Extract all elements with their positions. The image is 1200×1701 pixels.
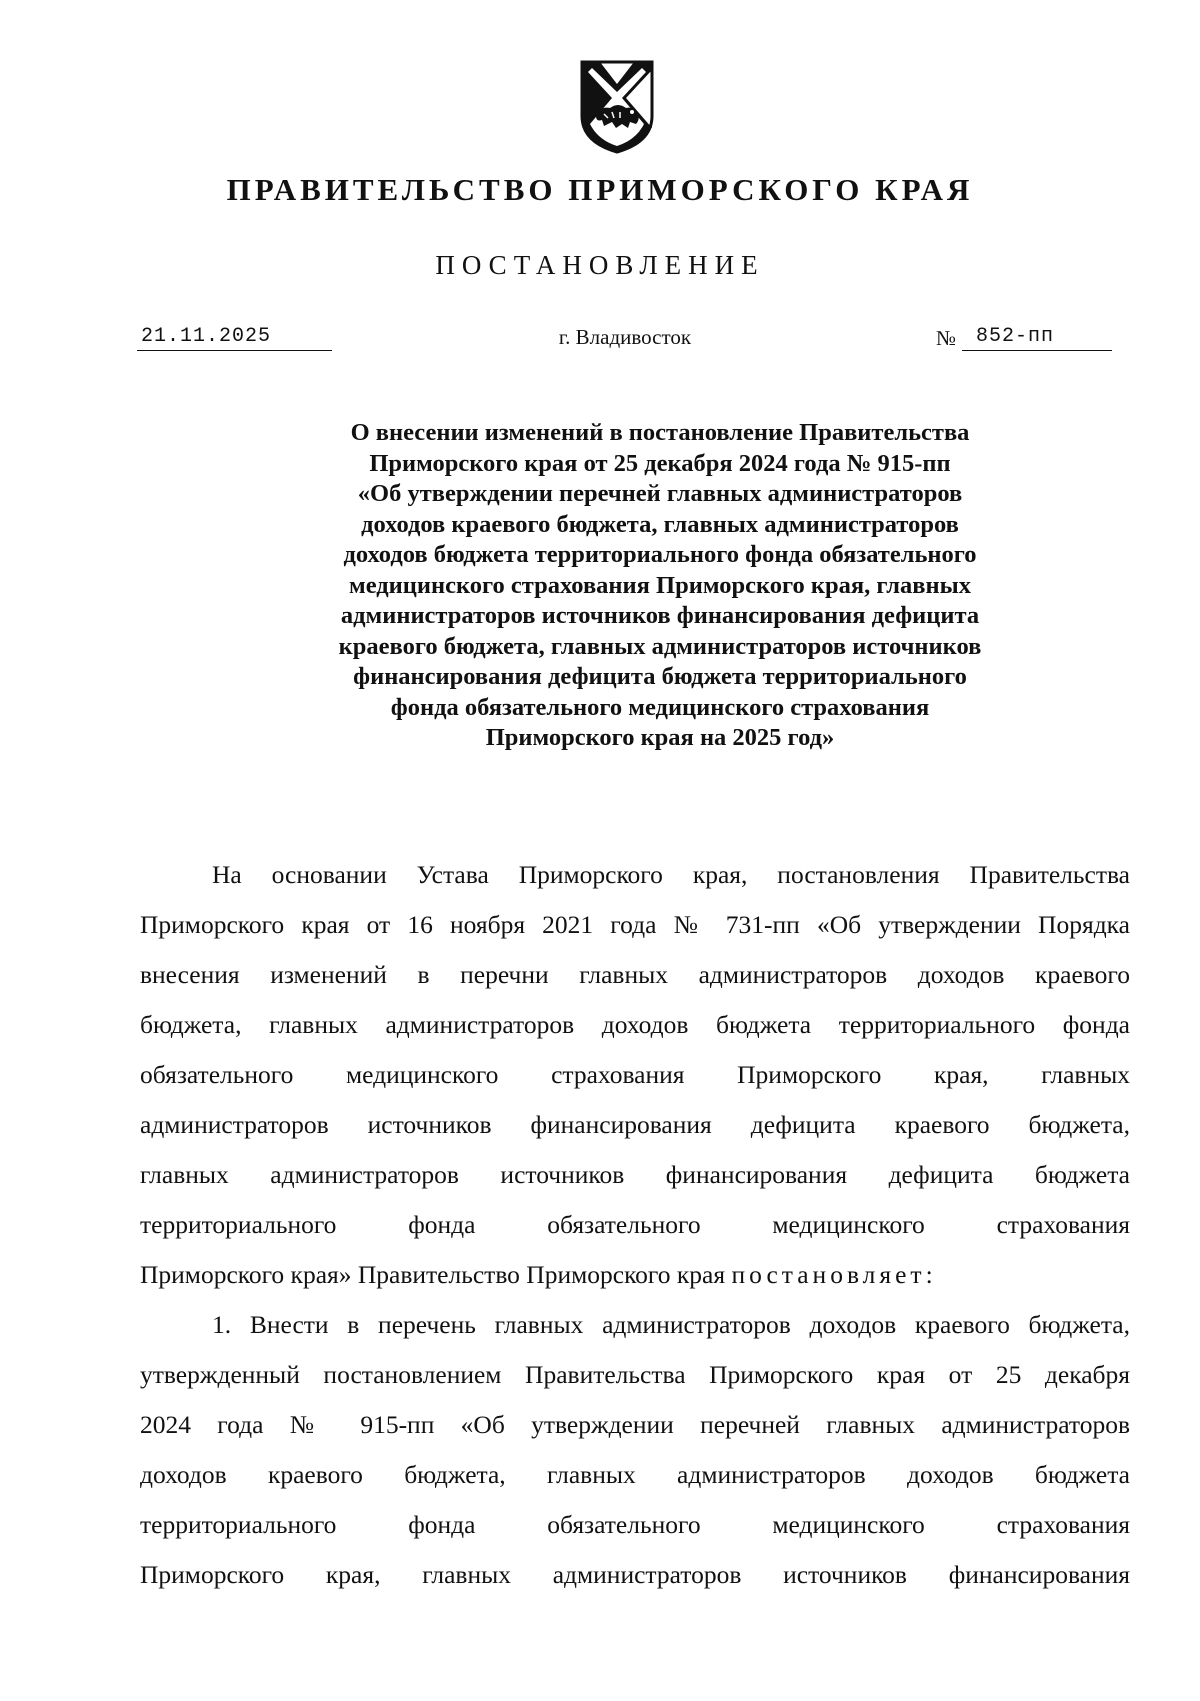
- body-line: 2024 года № 915-пп «Об утверждении перечней главных администраторов: [140, 1410, 1130, 1439]
- paragraph-legal-basis: [140, 850, 1130, 1300]
- number-sign: №: [936, 326, 957, 350]
- body-line: [140, 1250, 1130, 1300]
- subject-line: Приморского края от 25 декабря 2024 года № 915-пп: [369, 449, 951, 477]
- body-line: внесения изменений в перечни главных администраторов доходов краевого: [140, 960, 1130, 989]
- body-line: территориального фонда обязательного медицинского страхования: [140, 1210, 1130, 1239]
- body-line: главных администраторов источников финансирования дефицита бюджета: [140, 1160, 1130, 1189]
- document-city: г. Владивосток: [558, 325, 692, 349]
- subject-line: Приморского края на 2025 год»: [485, 724, 835, 751]
- document-number: 852-пп: [962, 324, 1112, 351]
- subject-line: доходов бюджета территориального фонда обязательного: [343, 541, 977, 568]
- subject-line: доходов краевого бюджета, главных администраторов: [361, 510, 959, 538]
- organization-title: ПРАВИТЕЛЬСТВО ПРИМОРСКОГО КРАЯ: [226, 172, 974, 207]
- body-line: Приморского края от 16 ноября 2021 года № 731-пп «Об утверждении Порядка: [140, 910, 1130, 939]
- body-line: Приморского края, главных администраторов источников финансирования: [140, 1560, 1130, 1589]
- body-line: администраторов источников финансирования дефицита краевого бюджета,: [140, 1110, 1130, 1139]
- subject-line: О внесении изменений в постановление Правительства: [350, 419, 970, 446]
- decree-word: постановляет:: [731, 1260, 937, 1289]
- coat-of-arms-icon: [578, 58, 656, 154]
- document-subject: [270, 418, 1050, 754]
- document-date: 21.11.2025: [137, 324, 332, 351]
- subject-line: краевого бюджета, главных администраторов источников: [338, 632, 982, 660]
- document-body: [140, 850, 1130, 1600]
- paragraph-item-1: [140, 1300, 1130, 1600]
- body-line: На основании Устава Приморского края, постановления Правительства: [212, 860, 1130, 889]
- subject-line: администраторов источников финансирования дефицита: [340, 602, 980, 629]
- subject-line: фонда обязательного медицинского страхования: [390, 693, 930, 721]
- body-line-text: Приморского края» Правительство Приморского края: [140, 1260, 732, 1289]
- document-number-block: [936, 324, 1112, 351]
- subject-line: «Об утверждении перечней главных администраторов: [357, 480, 963, 507]
- body-line: 1. Внести в перечень главных администраторов доходов краевого бюджета,: [212, 1310, 1130, 1339]
- body-line: территориального фонда обязательного медицинского страхования: [140, 1510, 1130, 1539]
- body-line: бюджета, главных администраторов доходов бюджета территориального фонда: [140, 1010, 1130, 1039]
- body-line: утвержденный постановлением Правительства Приморского края от 25 декабря: [140, 1360, 1130, 1389]
- document-type-heading: ПОСТАНОВЛЕНИЕ: [435, 250, 765, 280]
- subject-line: медицинского страхования Приморского края, главных: [349, 571, 971, 599]
- body-line: доходов краевого бюджета, главных администраторов доходов бюджета: [140, 1460, 1130, 1489]
- body-line: обязательного медицинского страхования Приморского края, главных: [140, 1060, 1130, 1089]
- subject-line: финансирования дефицита бюджета территориального: [353, 663, 967, 690]
